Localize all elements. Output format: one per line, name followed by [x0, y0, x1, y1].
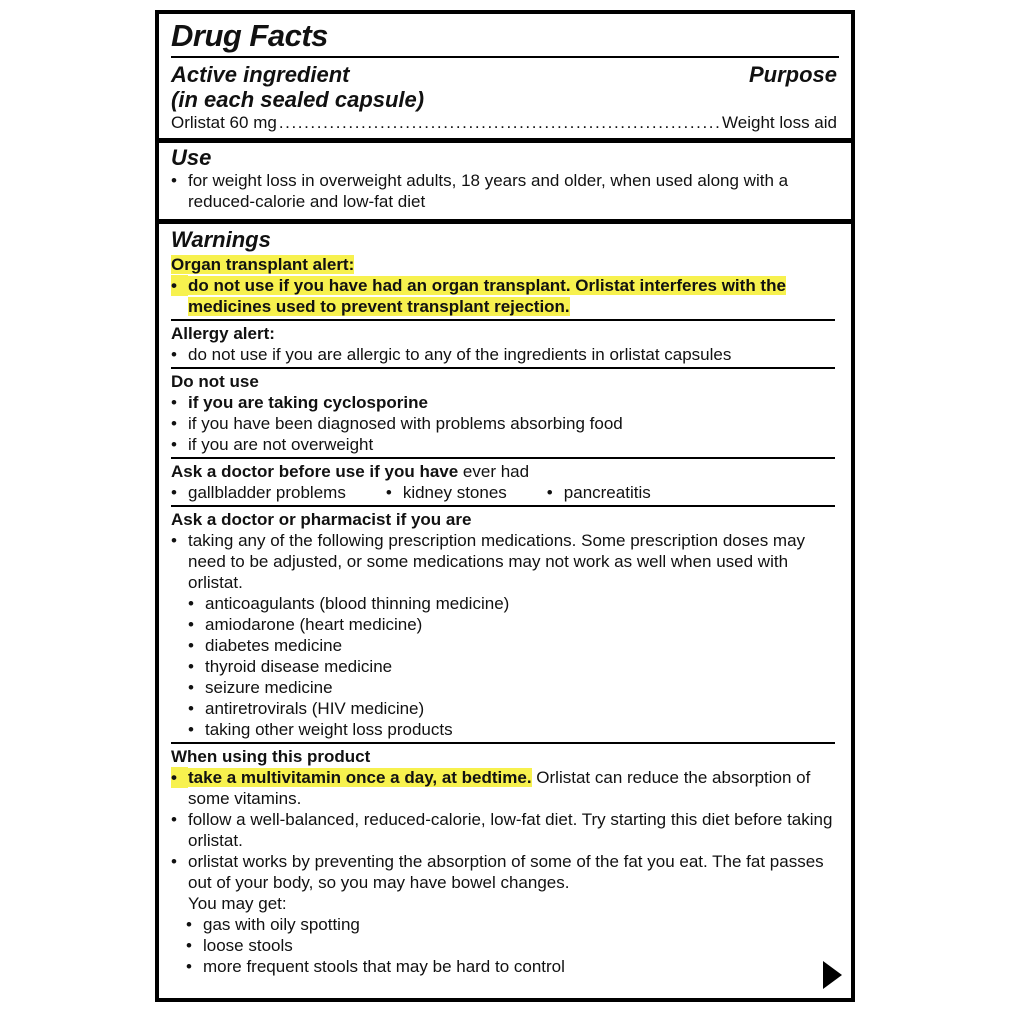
active-ingredient-heading: Active ingredient — [171, 62, 350, 87]
allergy-alert-title: Allergy alert: — [171, 324, 275, 343]
ask-doctor-bullet: • kidney stones — [386, 482, 507, 503]
section-warnings — [159, 224, 851, 989]
side-effect-item: • loose stools — [186, 935, 837, 956]
when-using-title: When using this product — [171, 747, 371, 766]
continuation-arrow-icon — [823, 961, 842, 989]
multivitamin-bullet: • take a multivitamin once a day, at bedtime. Orlistat can reduce the absorption of some vitamins. — [171, 767, 837, 809]
medication-item: • thyroid disease medicine — [188, 656, 837, 677]
do-not-use-bullet: • if you are not overweight — [171, 434, 837, 455]
ask-doctor-bullets — [171, 482, 837, 503]
do-not-use — [159, 371, 851, 455]
dot-leader — [279, 112, 720, 133]
medication-item: • diabetes medicine — [188, 635, 837, 656]
use-heading: Use — [171, 145, 212, 170]
drug-facts-label — [155, 10, 855, 1002]
ask-pharmacist-title: Ask a doctor or pharmacist if you are — [171, 510, 472, 529]
purpose-heading: Purpose — [748, 62, 837, 87]
page-title: Drug Facts — [171, 18, 328, 53]
organ-transplant-alert — [159, 254, 851, 317]
when-using-bullet: • follow a well-balanced, reduced-calorie, low-fat diet. Try starting this diet before taking orlistat. — [171, 809, 837, 851]
medication-item: • amiodarone (heart medicine) — [188, 614, 837, 635]
ask-doctor-or-pharmacist — [159, 509, 851, 740]
section-active-ingredient — [159, 58, 851, 138]
do-not-use-bullet: • if you have been diagnosed with problems absorbing food — [171, 413, 837, 434]
side-effects-list — [186, 914, 837, 977]
label-header — [159, 14, 851, 54]
medication-item: • anticoagulants (blood thinning medicine) — [188, 593, 837, 614]
allergy-alert-bullet: • do not use if you are allergic to any of the ingredients in orlistat capsules — [171, 344, 837, 365]
warnings-rule — [171, 457, 835, 459]
medication-item: • taking other weight loss products — [188, 719, 837, 740]
ask-doctor-before-use — [159, 461, 851, 503]
ask-doctor-bullet: • pancreatitis — [547, 482, 651, 503]
medication-list — [188, 593, 837, 740]
ingredient-name: Orlistat 60 mg — [171, 113, 277, 132]
allergy-alert — [159, 323, 851, 365]
warnings-rule — [171, 367, 835, 369]
ask-doctor-title: Ask a doctor before use if you have ever had — [171, 462, 530, 481]
purpose-value: Weight loss aid — [722, 113, 837, 132]
warnings-rule — [171, 742, 835, 744]
warnings-rule — [171, 505, 835, 507]
side-effect-item: • more frequent stools that may be hard to control — [186, 956, 837, 977]
ask-pharmacist-intro: • taking any of the following prescription medications. Some prescription doses may need to be adjusted, or some medications may not work as well when used with orlistat. — [171, 530, 837, 593]
use-bullet: • for weight loss in overweight adults, 18 years and older, when used along with a reduced-calorie and low-fat diet — [171, 170, 837, 212]
do-not-use-title: Do not use — [171, 372, 259, 391]
warnings-rule — [171, 319, 835, 321]
ingredient-row — [171, 112, 837, 133]
active-ingredient-subheading: (in each sealed capsule) — [171, 87, 425, 112]
section-use — [159, 143, 851, 219]
you-may-get-label: You may get: — [188, 894, 287, 913]
do-not-use-bullet: • if you are taking cyclosporine — [171, 392, 837, 413]
when-using-bullet: • orlistat works by preventing the absorption of some of the fat you eat. The fat passes out of your body, so you may have bowel changes. — [171, 851, 837, 893]
side-effect-item: • gas with oily spotting — [186, 914, 837, 935]
ask-doctor-bullet: • gallbladder problems — [171, 482, 346, 503]
warnings-heading: Warnings — [171, 227, 271, 252]
organ-alert-bullet: • do not use if you have had an organ transplant. Orlistat interferes with the medicines used to prevent transplant rejection. — [171, 275, 837, 317]
organ-alert-title: Organ transplant alert: — [171, 255, 355, 274]
medication-item: • seizure medicine — [188, 677, 837, 698]
medication-item: • antiretrovirals (HIV medicine) — [188, 698, 837, 719]
when-using-this-product — [159, 746, 851, 977]
